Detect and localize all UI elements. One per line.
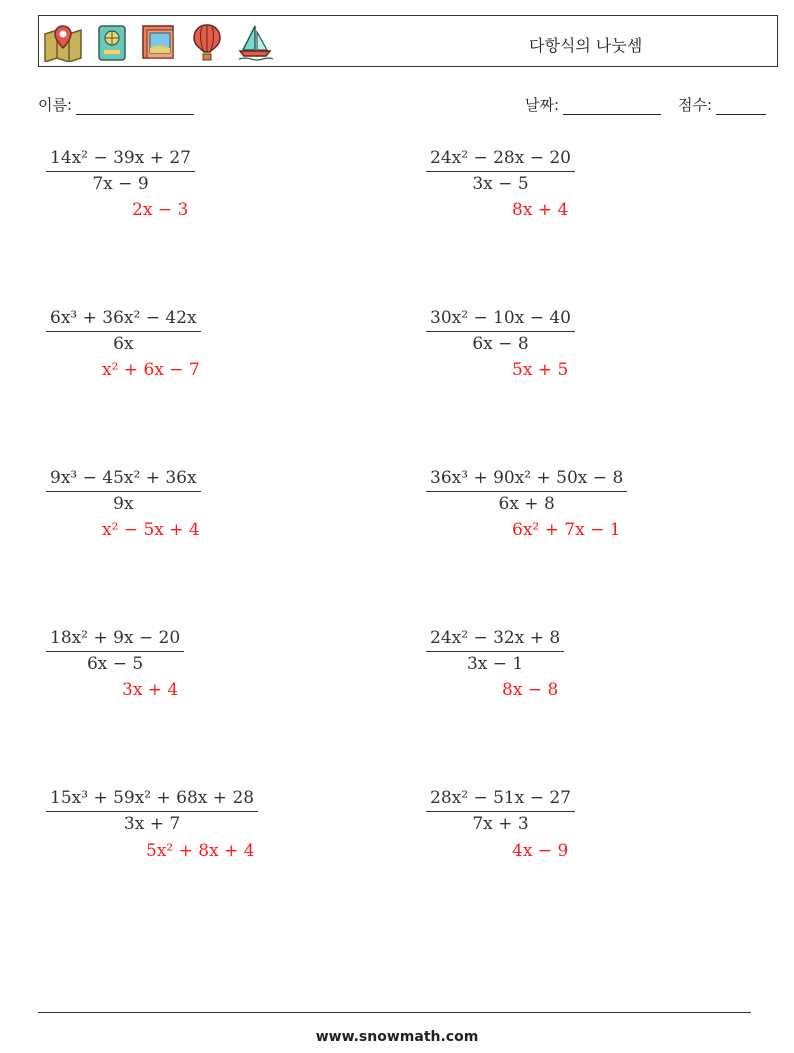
denominator: 9x <box>113 494 134 514</box>
answer-8: 8x − 8 <box>502 680 559 700</box>
problem-6 <box>426 468 627 514</box>
numerator: 28x² − 51x − 27 <box>426 788 575 812</box>
score-blank[interactable] <box>716 100 766 115</box>
numerator: 9x³ − 45x² + 36x <box>46 468 201 492</box>
answer-2: 8x + 4 <box>512 200 569 220</box>
problem-5 <box>46 468 201 514</box>
date-label: 날짜: <box>525 96 560 114</box>
answer-10: 4x − 9 <box>512 841 569 861</box>
worksheet-title: 다항식의 나눗셈 <box>529 36 643 55</box>
hot-air-balloon-icon <box>187 22 227 62</box>
denominator: 3x + 7 <box>123 814 181 834</box>
numerator: 15x³ + 59x² + 68x + 28 <box>46 788 258 812</box>
denominator: 7x + 3 <box>472 814 529 834</box>
footer-website: www.snowmath.com <box>315 1029 479 1045</box>
denominator: 6x − 5 <box>86 654 144 674</box>
photo-frame-icon <box>139 22 179 62</box>
denominator: 6x + 8 <box>498 494 555 514</box>
denominator: 6x <box>113 334 134 354</box>
name-blank[interactable] <box>76 100 194 115</box>
date-field <box>525 94 661 115</box>
passport-icon <box>91 22 131 62</box>
problem-8 <box>426 628 564 674</box>
date-blank[interactable] <box>563 100 661 115</box>
numerator: 14x² − 39x + 27 <box>46 148 195 172</box>
score-field <box>678 94 766 115</box>
problem-7 <box>46 628 184 674</box>
answer-3: x² + 6x − 7 <box>102 360 200 380</box>
footer-divider <box>38 1012 751 1013</box>
numerator: 6x³ + 36x² − 42x <box>46 308 201 332</box>
header-box <box>38 15 778 67</box>
denominator: 3x − 1 <box>466 654 524 674</box>
answer-4: 5x + 5 <box>512 360 569 380</box>
answer-5: x² − 5x + 4 <box>102 520 200 540</box>
problem-4 <box>426 308 575 354</box>
numerator: 24x² − 28x − 20 <box>426 148 575 172</box>
denominator: 3x − 5 <box>472 174 529 194</box>
denominator: 7x − 9 <box>92 174 149 194</box>
map-pin-icon <box>43 22 83 62</box>
problem-1 <box>46 148 195 194</box>
problem-9 <box>46 788 258 834</box>
sailboat-icon <box>235 22 275 62</box>
problem-10 <box>426 788 575 834</box>
name-field <box>38 94 194 115</box>
problem-2 <box>426 148 575 194</box>
numerator: 18x² + 9x − 20 <box>46 628 184 652</box>
denominator: 6x − 8 <box>472 334 529 354</box>
numerator: 36x³ + 90x² + 50x − 8 <box>426 468 627 492</box>
answer-6: 6x² + 7x − 1 <box>512 520 621 540</box>
numerator: 24x² − 32x + 8 <box>426 628 564 652</box>
numerator: 30x² − 10x − 40 <box>426 308 575 332</box>
answer-7: 3x + 4 <box>122 680 179 700</box>
answer-1: 2x − 3 <box>132 200 189 220</box>
answer-9: 5x² + 8x + 4 <box>146 841 255 861</box>
problem-3 <box>46 308 201 354</box>
score-label: 점수: <box>678 96 713 114</box>
header-icons <box>43 21 275 63</box>
name-label: 이름: <box>38 96 73 114</box>
